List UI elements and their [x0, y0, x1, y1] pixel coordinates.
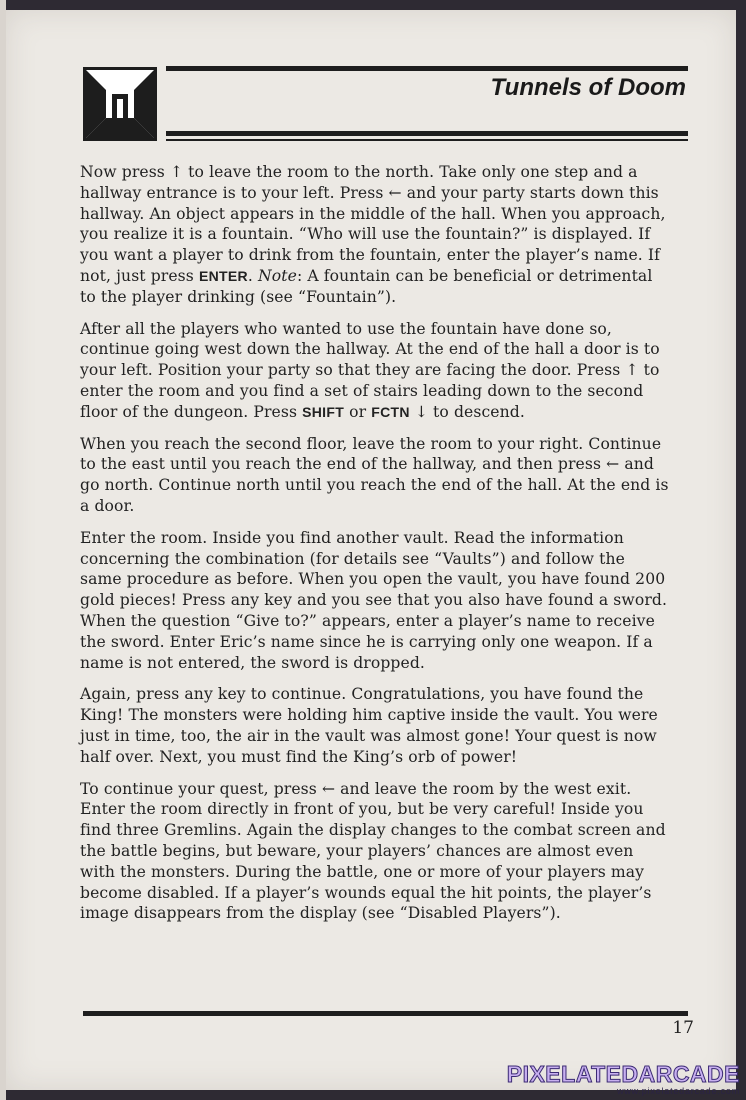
- footer-rule: [83, 1011, 688, 1016]
- emphasis-text: Note: [258, 266, 297, 285]
- text-run: or: [344, 402, 372, 421]
- section-title: Tunnels of Doom: [490, 74, 686, 101]
- text-run: Enter the room. Inside you find another vault. Read the information concerning the combination (for details see “Vaults”) and follow the same procedure as before. When you open the vault, you have found 200 gold pieces! Press any key and you see that you also have found a sword. When the question “Give to?” appears, enter a player’s name to receive the sword. Enter Eric’s name since he is carrying only one weapon. If a name is not entered, the sword is dropped.: [80, 528, 668, 672]
- manual-page: [6, 10, 736, 1090]
- paragraph: [80, 434, 670, 517]
- text-run: ↓ to descend.: [409, 402, 525, 421]
- watermark: [507, 1063, 740, 1096]
- header-rule-top: [166, 66, 688, 71]
- text-run: Again, press any key to continue. Congratulations, you have found the King! The monsters were holding him captive inside the vault. You were just in time, too, the air in the vault was almost gone! Your quest is now half over. Next, you must find the King’s orb of power!: [80, 685, 658, 766]
- header-rule-bottom: [166, 131, 688, 136]
- body-text: [80, 162, 670, 935]
- paragraph: [80, 684, 670, 767]
- paragraph: [80, 319, 670, 423]
- text-run: : A fountain can be beneficial or detrimental to the player drinking (see “Fountain”).: [80, 266, 653, 306]
- page-number: 17: [672, 1018, 694, 1038]
- text-run: When you reach the second floor, leave the room to your right. Continue to the east until you reach the end of the hallway, and then press ← and go north. Continue north until you reach the end of the hall. At the end is a door.: [80, 434, 669, 515]
- text-run: After all the players who wanted to use the fountain have done so, continue going west down the hallway. At the end of the hall a door is to your left. Position your party so that they are facing the door. Press ↑ to enter the room and you find a set of stairs leading down to the second floor of the dungeon. Press: [80, 319, 660, 421]
- key-label: SHIFT: [302, 403, 345, 420]
- watermark-url: www.pixelatedarcade.com: [617, 1086, 740, 1096]
- paragraph: [80, 162, 670, 308]
- watermark-name: PIXELATEDARCADE: [506, 1061, 740, 1087]
- key-label: FCTN: [371, 403, 410, 420]
- text-run: Now press ↑ to leave the room to the north. Take only one step and a hallway entrance is to your left. Press ← and your party starts down this hallway. An object appears in the middle of the hall. When you approach, you realize it is a fountain. “Who will use the fountain?” is displayed. If you want a player to drink from the fountain, enter the player’s name. If not, just press: [80, 163, 666, 285]
- text-run: To continue your quest, press ← and leave the room by the west exit. Enter the room directly in front of you, but be very careful! Inside you find three Gremlins. Again the display changes to the combat screen and the battle begins, but beware, your players’ chances are almost even with the monsters. During the battle, one or more of your players may become disabled. If a player’s wounds equal the hit points, the player’s image disappears from the display (see “Disabled Players”).: [80, 779, 666, 923]
- paragraph: [80, 528, 670, 674]
- header-rule-bottom-thin: [166, 139, 688, 141]
- key-label: ENTER: [198, 267, 248, 284]
- tunnels-of-doom-logo-icon: [83, 67, 157, 141]
- text-run: .: [247, 266, 259, 285]
- paragraph: [80, 779, 670, 925]
